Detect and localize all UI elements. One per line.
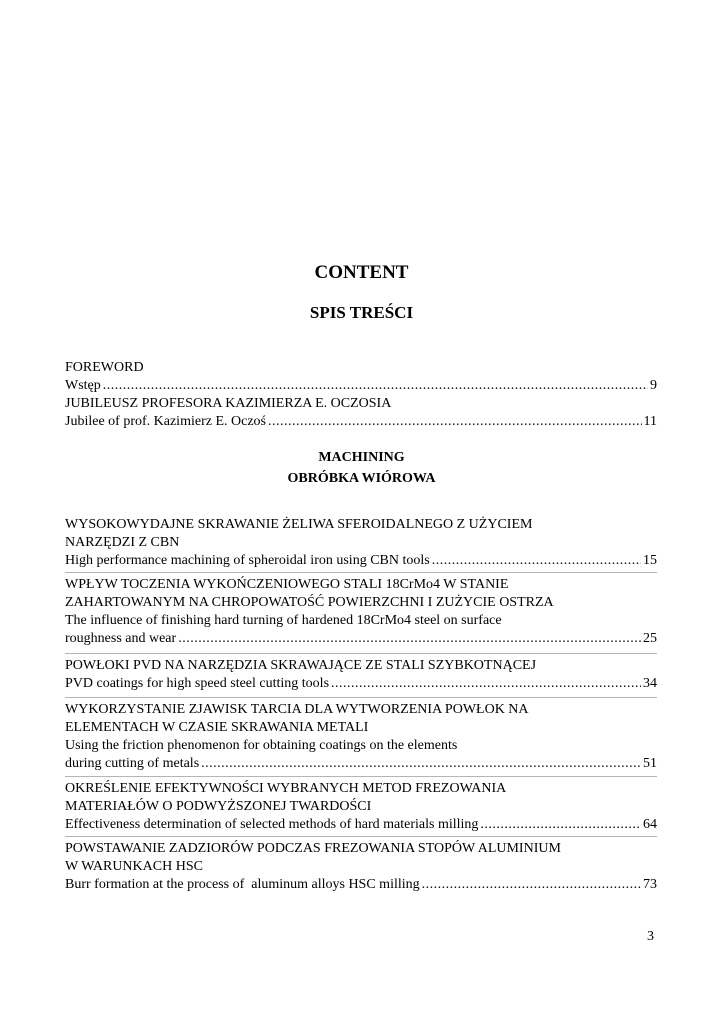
entry-title-pl: OKREŚLENIE EFEKTYWNOŚCI WYBRANYCH METOD FREZOWANIA	[65, 781, 507, 796]
toc-entry-page: 34	[643, 676, 657, 691]
toc-entry-page: 64	[643, 817, 657, 832]
toc-entry[interactable]	[65, 840, 657, 894]
page-title: CONTENT	[314, 262, 409, 283]
toc-entry[interactable]	[65, 576, 657, 648]
entry-title-pl: WYSOKOWYDAJNE SKRAWANIE ŻELIWA SFEROIDALNEGO Z UŻYCIEM	[65, 517, 533, 532]
entry-title-pl: ELEMENTACH W CZASIE SKRAWANIA METALI	[65, 720, 369, 735]
entry-divider	[65, 572, 657, 573]
toc-entry-jubilee[interactable]	[65, 413, 657, 431]
entry-title-pl: WPŁYW TOCZENIA WYKOŃCZENIOWEGO STALI 18CrMo4 W STANIE	[65, 577, 509, 592]
toc-entry-page: 25	[643, 631, 657, 646]
toc-line	[65, 876, 657, 894]
entry-title-en: roughness and wear	[65, 631, 177, 646]
entry-divider	[65, 776, 657, 777]
foreword-label: FOREWORD	[65, 360, 144, 375]
entry-title-pl: W WARUNKACH HSC	[65, 859, 203, 874]
toc-entry-title: Jubilee of prof. Kazimierz E. Oczoś	[65, 414, 266, 429]
toc-entry[interactable]	[65, 657, 657, 693]
entry-title-pl: MATERIAŁÓW O PODWYŻSZONEJ TWARDOŚCI	[65, 799, 372, 814]
entry-title-en: during cutting of metals	[65, 756, 200, 771]
entry-title-pl: WYKORZYSTANIE ZJAWISK TARCIA DLA WYTWORZENIA POWŁOK NA	[65, 702, 529, 717]
toc-entry-page: 11	[643, 414, 657, 429]
dot-leader	[103, 377, 648, 395]
dot-leader	[178, 630, 641, 648]
toc-entry[interactable]	[65, 516, 657, 570]
entry-title-en: High performance machining of spheroidal iron using CBN tools	[65, 553, 430, 568]
toc-line	[65, 675, 657, 693]
entry-title-pl: ZAHARTOWANYM NA CHROPOWATOŚĆ POWIERZCHNI I ZUŻYCIE OSTRZA	[65, 595, 554, 610]
foreword-block	[65, 359, 657, 431]
entry-title-en: PVD coatings for high speed steel cutting tools	[65, 676, 330, 691]
entry-title-en: Using the friction phenomenon for obtaining coatings on the elements	[65, 738, 458, 753]
entry-title-en: Effectiveness determination of selected methods of hard materials milling	[65, 817, 479, 832]
toc-entry[interactable]	[65, 701, 657, 773]
dot-leader	[432, 552, 641, 570]
toc-entry-page: 51	[643, 756, 657, 771]
toc-entry-page: 15	[643, 553, 657, 568]
toc-line	[65, 816, 657, 834]
toc-line	[65, 755, 657, 773]
entry-title-pl: POWŁOKI PVD NA NARZĘDZIA SKRAWAJĄCE ZE STALI SZYBKOTNĄCEJ	[65, 658, 537, 673]
entry-title-pl: POWSTAWANIE ZADZIORÓW PODCZAS FREZOWANIA STOPÓW ALUMINIUM	[65, 841, 561, 856]
dot-leader	[422, 876, 641, 894]
entry-divider	[65, 836, 657, 837]
dot-leader	[268, 413, 642, 431]
section-title-pl: OBRÓBKA WIÓROWA	[287, 471, 436, 486]
toc-line	[65, 630, 657, 648]
entry-title-en: Burr formation at the process of aluminum alloys HSC milling	[65, 877, 420, 892]
entry-divider	[65, 653, 657, 654]
entry-title-pl: NARZĘDZI Z CBN	[65, 535, 180, 550]
entry-divider	[65, 697, 657, 698]
page-subtitle: SPIS TREŚCI	[309, 303, 414, 322]
toc-entry-page: 9	[650, 378, 657, 393]
dot-leader	[480, 816, 641, 834]
toc-line	[65, 552, 657, 570]
jubilee-title: JUBILEUSZ PROFESORA KAZIMIERZA E. OCZOSIA	[65, 396, 392, 411]
toc-entry-wstep[interactable]	[65, 377, 657, 395]
section-title-en: MACHINING	[318, 450, 405, 465]
entry-title-en: The influence of finishing hard turning of hardened 18CrMo4 steel on surface	[65, 613, 502, 628]
dot-leader	[201, 755, 641, 773]
page-number: 3	[647, 929, 654, 944]
toc-entry-page: 73	[643, 877, 657, 892]
toc-entry-title: Wstęp	[65, 378, 101, 393]
toc-entry[interactable]	[65, 780, 657, 834]
dot-leader	[331, 675, 641, 693]
